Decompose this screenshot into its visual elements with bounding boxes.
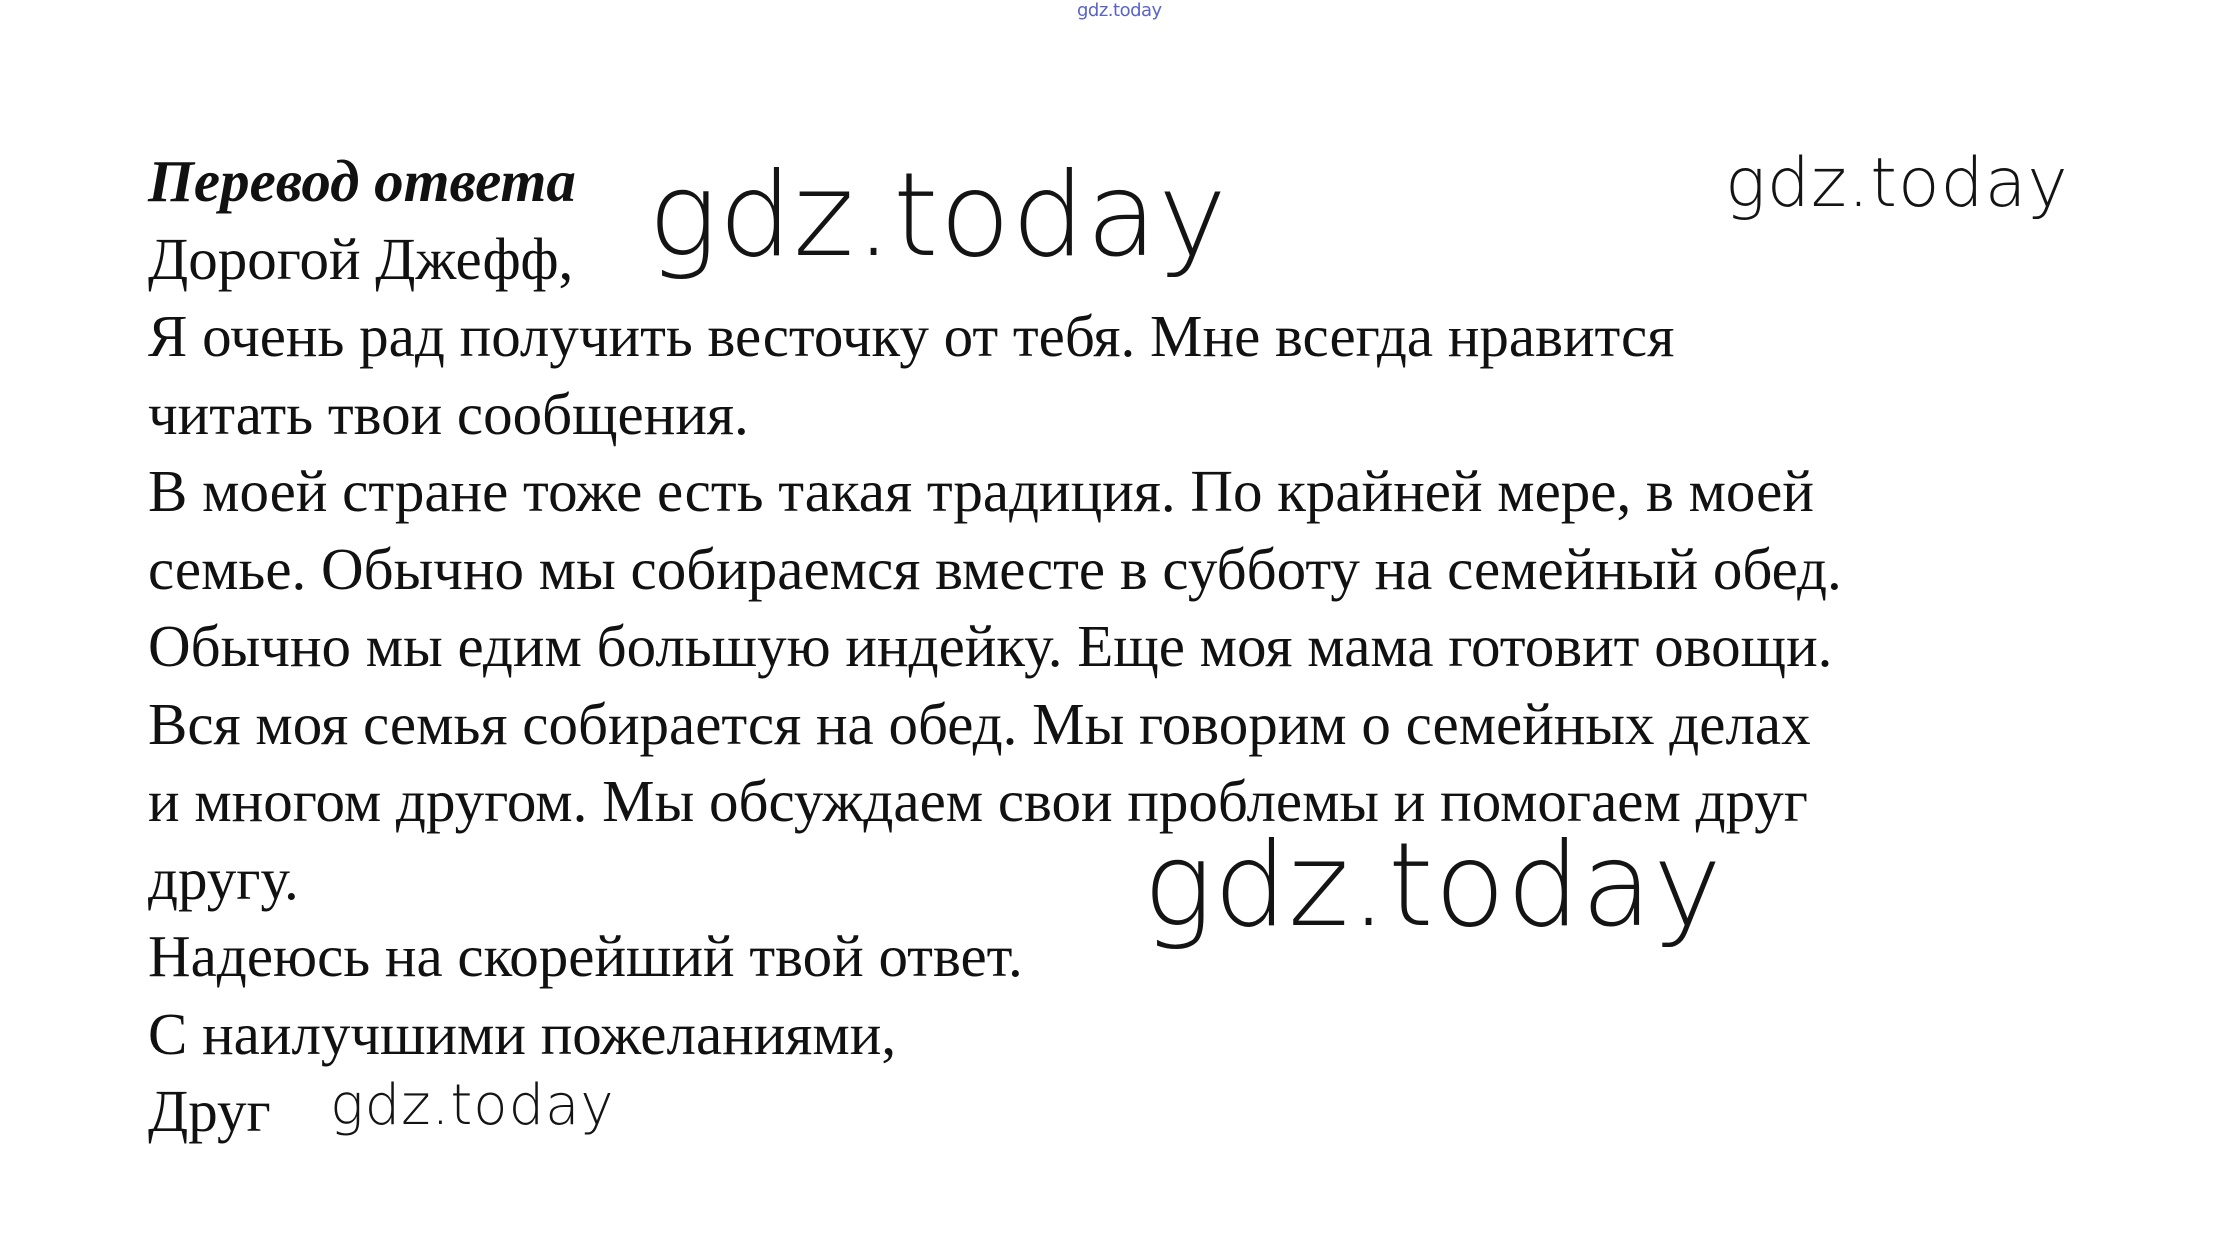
watermark: gdz.today <box>1143 818 1723 953</box>
letter-line: Вся моя семья собирается на обед. Мы говорим о семейных делах <box>148 690 1811 757</box>
letter-heading: Перевод ответа <box>148 148 576 214</box>
letter-greeting: Дорогой Джефф, <box>148 225 574 292</box>
letter-line: В моей стране тоже есть такая традиция. По крайней мере, в моей <box>148 458 1814 524</box>
watermark: gdz.today <box>330 1073 615 1138</box>
letter-line: и многом другом. Мы обсуждаем свои проблемы и помогаем друг <box>148 768 1809 834</box>
letter-line: другу. <box>148 845 299 912</box>
letter-line: читать твои сообщения. <box>148 380 749 447</box>
letter-line: Обычно мы едим большую индейку. Еще моя мама готовит овощи. <box>148 613 1833 679</box>
site-watermark-top: gdz.today <box>1077 0 1162 21</box>
letter-text <box>148 143 1842 1151</box>
letter-line: Надеюсь на скорейший твой ответ. <box>148 923 1023 989</box>
letter-line: Я очень рад получить весточку от тебя. Мне всегда нравится <box>148 303 1675 369</box>
letter-line: С наилучшими пожеланиями, <box>148 1000 897 1067</box>
watermark: gdz.today <box>1725 144 2069 223</box>
letter-signature: Друг <box>148 1078 271 1144</box>
watermark: gdz.today <box>648 148 1228 283</box>
letter-line: семье. Обычно мы собираемся вместе в субботу на семейный обед. <box>148 535 1842 602</box>
